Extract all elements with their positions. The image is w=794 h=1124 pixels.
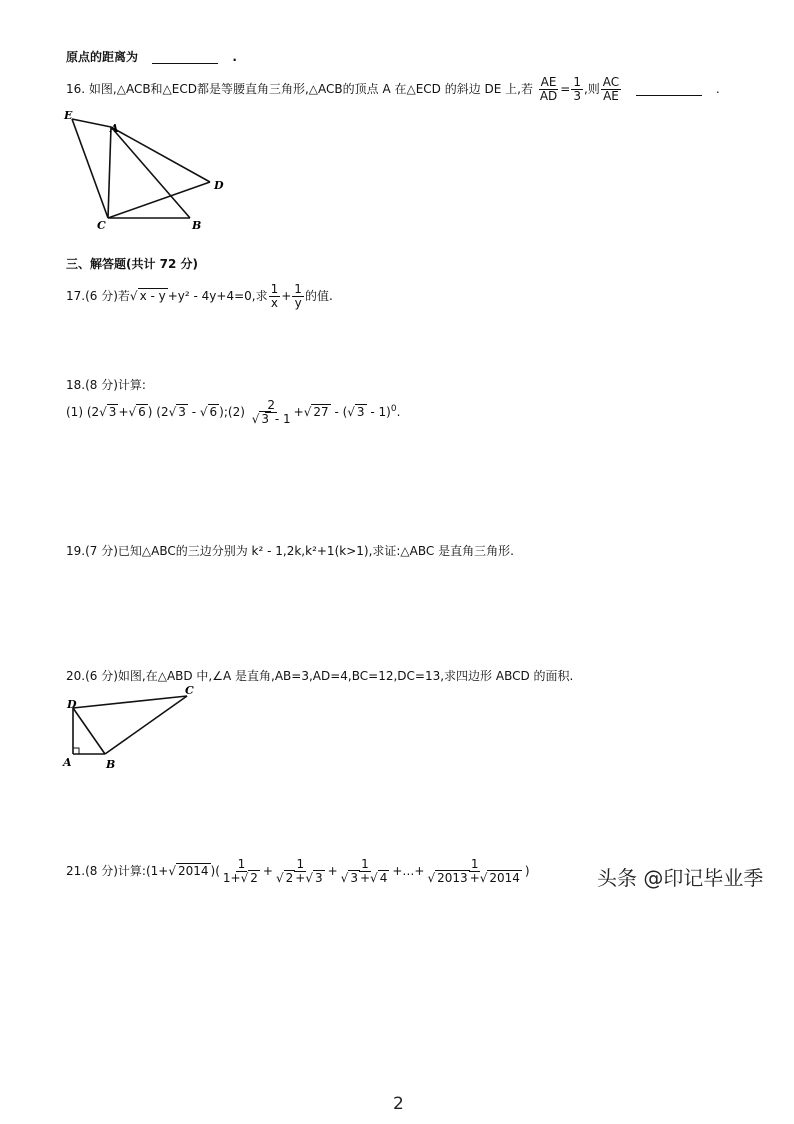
label-a: A — [63, 756, 72, 769]
frac-num: 1 — [361, 857, 369, 871]
term-3 — [339, 858, 392, 885]
segment-bc — [105, 696, 187, 754]
fraction-ac-ae — [601, 76, 621, 103]
sqrt: √ x - y — [129, 289, 166, 303]
question-17 — [66, 283, 333, 310]
q21-text: 21.(8 分)计算:(1+ — [66, 864, 169, 878]
radicand: 3 — [350, 871, 358, 885]
radicand: 3 — [108, 405, 117, 419]
q16-eq: = — [560, 82, 571, 96]
watermark: 头条 @印记毕业季 — [597, 866, 764, 890]
sqrt: √ 2013 — [427, 871, 468, 885]
q18-text: (1) (2 — [66, 405, 100, 419]
radicand: 6 — [138, 405, 146, 419]
frac-den — [339, 872, 392, 885]
frac-den: 3 — [573, 89, 581, 103]
q15-tail-text: 原点的距离为 — [66, 50, 139, 64]
radicand: 3 — [356, 405, 365, 419]
section-heading: 三、解答题(共计 72 分) — [66, 257, 199, 271]
sqrt: √ 4 — [370, 871, 388, 885]
label-b: B — [106, 758, 116, 771]
question-18-title: 18.(8 分)计算: — [66, 378, 146, 392]
sqrt: √ 2014 — [168, 864, 209, 878]
fraction-2-over-sqrt3-minus-1 — [250, 399, 293, 426]
frac-den: x — [270, 296, 278, 310]
exponent: 0 — [390, 404, 397, 414]
sqrt: √ 3 — [347, 405, 365, 419]
radicand: 2 — [250, 871, 258, 885]
fraction-1-y — [292, 283, 304, 310]
label-d: D — [67, 698, 77, 711]
label-b: B — [192, 219, 202, 232]
label-a: A — [110, 122, 119, 135]
frac-den: AD — [539, 89, 558, 103]
radicand: 2013 — [437, 871, 468, 885]
q18-text: ) (2 — [147, 405, 169, 419]
term-2 — [274, 858, 327, 885]
sqrt: √ 27 — [303, 405, 329, 419]
frac-num: 1 — [296, 857, 305, 871]
segment-db — [73, 708, 105, 754]
q18-text: + — [118, 405, 129, 419]
q16-then: ,则 — [583, 82, 600, 96]
frac-den — [250, 413, 293, 426]
radicand: 3 — [178, 405, 186, 419]
frac-num: 1 — [237, 857, 246, 871]
radicand: 4 — [379, 871, 388, 885]
sqrt: √ 2 — [275, 871, 294, 885]
question-19: 19.(7 分)已知△ABC的三边分别为 k² - 1,2k,k²+1(k>1),求证:△ABC 是直角三角形. — [66, 544, 514, 558]
fraction-one-third — [571, 76, 583, 103]
q16-end: . — [715, 82, 720, 96]
segment-ea — [72, 119, 111, 127]
answer-blank — [152, 51, 218, 64]
sqrt: √ 6 — [128, 405, 146, 419]
label-c: C — [185, 684, 194, 697]
frac-num: 1 — [270, 282, 279, 296]
segment-ec — [72, 119, 108, 218]
sqrt: √ 2 — [240, 871, 258, 885]
frac-den-tail: - 1 — [271, 412, 291, 426]
sqrt: √ 6 — [199, 405, 218, 419]
q18-text: );(2) — [219, 405, 245, 419]
question-20: 20.(6 分)如图,在△ABD 中,∠A 是直角,AB=3,AD=4,BC=12,DC=13,求四边形 ABCD 的面积. — [66, 669, 574, 683]
q16-text: 16. 如图,△ACB和△ECD都是等腰直角三角形,△ACB的顶点 A 在△ECD 的斜边 DE 上,若 — [66, 82, 533, 96]
q15-tail — [66, 47, 237, 67]
sqrt: √ 3 — [305, 871, 323, 885]
sqrt: √ 3 — [251, 412, 270, 426]
frac-den-text: 1+ — [222, 871, 241, 885]
q17-end: 的值. — [304, 289, 333, 303]
q18-text: - ( — [330, 405, 348, 419]
frac-num: AE — [540, 75, 557, 89]
q17-plus: + — [281, 289, 292, 303]
radicand: 2014 — [177, 864, 209, 878]
right-angle-mark — [73, 748, 79, 754]
plus: + — [359, 871, 371, 885]
label-e: E — [64, 109, 73, 122]
frac-num: 1 — [470, 857, 479, 871]
sqrt: √ 3 — [340, 871, 358, 885]
segment-ab — [111, 127, 190, 218]
sqrt: √ 2014 — [479, 871, 520, 885]
sqrt: √ 3 — [168, 405, 186, 419]
segment-ac — [108, 127, 111, 218]
radicand: x - y — [139, 289, 166, 303]
fraction-1-x — [269, 283, 281, 310]
figure-q16-triangles — [60, 105, 240, 235]
ellipsis: +…+ — [392, 864, 425, 878]
q18-text: - — [187, 405, 200, 419]
q18-end: . — [396, 405, 401, 419]
frac-den — [221, 872, 262, 885]
frac-num: 1 — [294, 282, 302, 296]
question-21: 21.(8 分)计算:(1+√ 2014 )( $\frac{1}{1+√ 2}$ + $\frac{1}{√ 2 +√ 3}$ + $\frac{1}{√ 3 +√ 4}$ +…+ $\frac{1}{√ 2013 +√ 2014}$ ) — [66, 857, 530, 885]
frac-num: 2 — [267, 398, 275, 412]
plus: + — [295, 871, 306, 885]
q18-text: - 1) — [366, 405, 391, 419]
question-18-parts — [66, 399, 400, 426]
frac-den: AE — [603, 89, 619, 103]
label-c: C — [97, 219, 106, 232]
question-16 — [66, 76, 720, 103]
sqrt: √ 3 — [99, 405, 117, 419]
frac-den — [425, 872, 523, 885]
q17-pre: 17.(6 分)若 — [66, 289, 130, 303]
plus: + — [469, 871, 480, 885]
radicand: 3 — [314, 871, 323, 885]
term-1 — [221, 858, 262, 885]
frac-num: 1 — [573, 75, 581, 89]
segment-cd — [108, 182, 210, 218]
frac-den — [274, 872, 327, 885]
radicand: 3 — [261, 412, 270, 426]
page-number: 2 — [393, 1094, 404, 1114]
term-last — [425, 858, 523, 885]
q17-mid: +y² - 4y+4=0,求 — [167, 289, 268, 303]
radicand: 2014 — [489, 871, 520, 885]
frac-num: AC — [602, 75, 620, 89]
radicand: 2 — [285, 871, 294, 885]
q21-text: )( — [210, 864, 220, 878]
q15-end: . — [232, 50, 237, 64]
q21-text: ) — [524, 864, 530, 878]
label-d: D — [214, 179, 224, 192]
radicand: 27 — [313, 405, 329, 419]
segment-ad — [111, 127, 210, 182]
figure-q20-quadrilateral — [60, 680, 210, 775]
q18-text: + — [293, 405, 304, 419]
segment-dc — [73, 696, 187, 708]
radicand: 6 — [209, 405, 218, 419]
fraction-ae-ad — [538, 76, 559, 103]
frac-den: y — [294, 296, 302, 310]
answer-blank — [636, 83, 702, 96]
